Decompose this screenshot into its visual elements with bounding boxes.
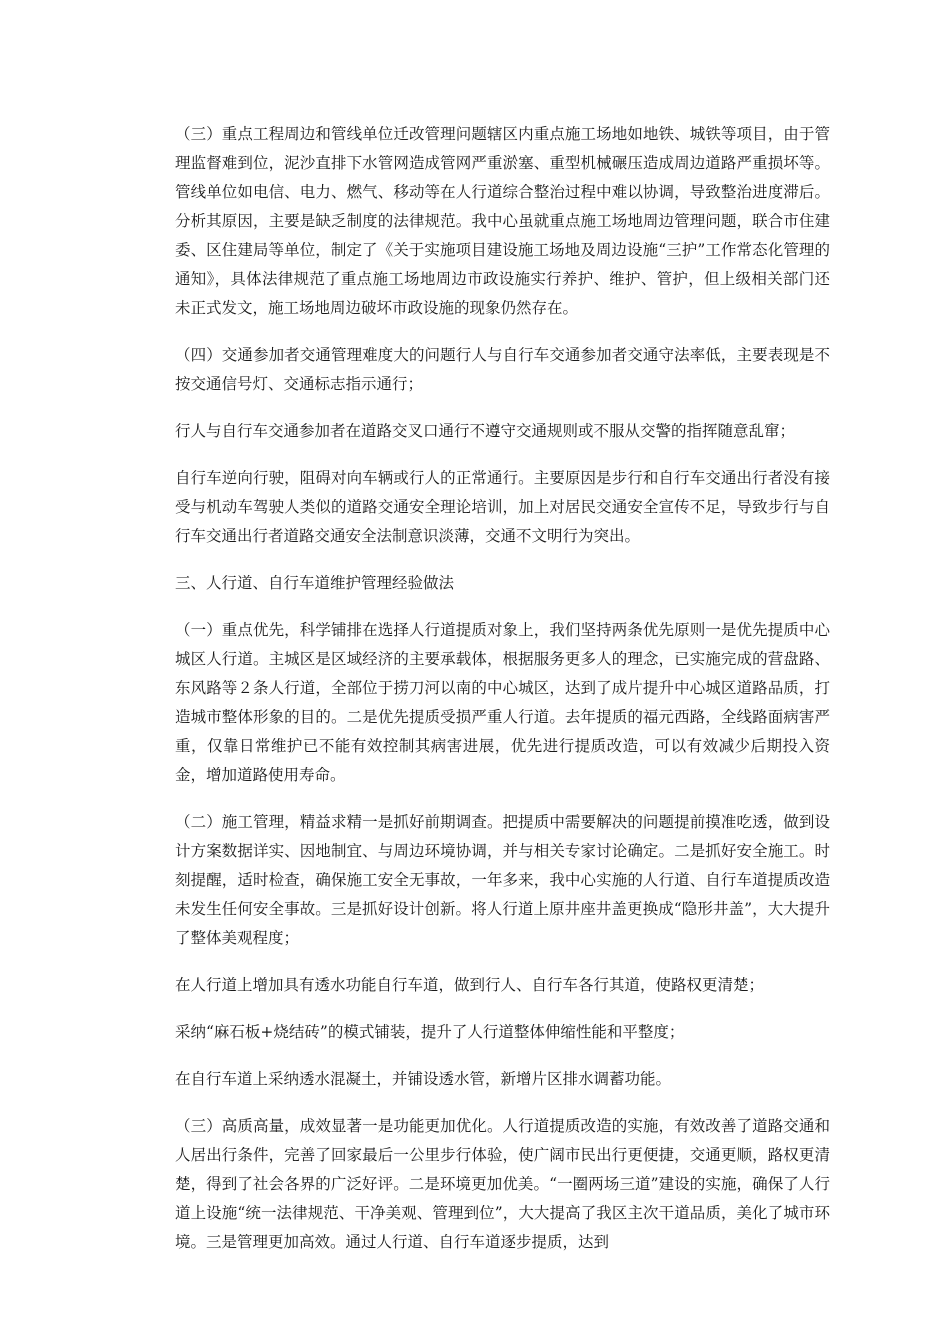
paragraph-results: （三）高质高量，成效显著一是功能更加优化。人行道提质改造的实施，有效改善了道路交通和人居出行条件，完善了回家最后一公里步行体验，使广阔市民出行更便捷，交通更顺，路权更清楚，得到了社会各界的广泛好评。二是环境更加优美。“一圈两场三道”建设的实施，确保了人行道上设施“统一法律规范、干净美观、管理到位”，大大提高了我区主次干道品质，美化了城市环境。三是管理更加高效。通过人行道、自行车道逐步提质，达到: [175, 1117, 830, 1251]
paragraph-paving: 采纳“麻石板+烧结砖”的模式铺装，提升了人行道整体伸缩性能和平整度；: [175, 1023, 685, 1041]
paragraph-bike-lane: 在人行道上增加具有透水功能自行车道，做到行人、自行车各行其道，使路权更清楚；: [175, 976, 765, 994]
paragraph-wrong-way-cycling: 自行车逆向行驶，阻碍对向车辆或行人的正常通行。主要原因是步行和自行车交通出行者没有接受与机动车驾驶人类似的道路交通安全理论培训，加上对居民交通安全宣传不足，导致步行与自行车交通出行者道路交通安全法制意识淡薄，交通不文明行为突出。: [175, 469, 830, 545]
section-heading-experience: 三、人行道、自行车道维护管理经验做法: [175, 574, 455, 592]
paragraph-intersection-behavior: 行人与自行车交通参加者在道路交叉口通行不遵守交通规则或不服从交警的指挥随意乱窜；: [175, 422, 796, 440]
paragraph-pipeline-issue: （三）重点工程周边和管线单位迁改管理问题辖区内重点施工场地如地铁、城铁等项目，由于管理监督难到位，泥沙直排下水管网造成管网严重淤塞、重型机械碾压造成周边道路严重损坏等。管线单位如电信、电力、燃气、移动等在人行道综合整治过程中难以协调，导致整治进度滞后。分析其原因，主要是缺乏制度的法律规范。我中心虽就重点施工场地周边管理问题，联合市住建委、区住建局等单位，制定了《关于实施项目建设施工场地及周边设施“三护”工作常态化管理的通知》，具体法律规范了重点施工场地周边市政设施实行养护、维护、管护，但上级相关部门还未正式发文，施工场地周边破坏市政设施的现象仍然存在。: [175, 125, 830, 317]
paragraph-priority: （一）重点优先，科学铺排在选择人行道提质对象上，我们坚持两条优先原则一是优先提质中心城区人行道。主城区是区域经济的主要承载体，根据服务更多人的理念，已实施完成的营盘路、东风路等２条人行道，全部位于捞刀河以南的中心城区，达到了成片提升中心城区道路品质，打造城市整体形象的目的。二是优先提质受损严重人行道。去年提质的福元西路，全线路面病害严重，仅靠日常维护已不能有效控制其病害进展，优先进行提质改造，可以有效减少后期投入资金，增加道路使用寿命。: [175, 621, 830, 784]
paragraph-construction-management: （二）施工管理，精益求精一是抓好前期调查。把提质中需要解决的问题提前摸准吃透，做到设计方案数据详实、因地制宜、与周边环境协调，并与相关专家讨论确定。二是抓好安全施工。时刻提醒，适时检查，确保施工安全无事故，一年多来，我中心实施的人行道、自行车道提质改造未发生任何安全事故。三是抓好设计创新。将人行道上原井座井盖更换成“隐形井盖”，大大提升了整体美观程度；: [175, 813, 830, 947]
paragraph-traffic-participants: （四）交通参加者交通管理难度大的问题行人与自行车交通参加者交通守法率低，主要表现是不按交通信号灯、交通标志指示通行；: [175, 346, 830, 393]
document-body: [175, 120, 830, 1275]
paragraph-permeable-concrete: 在自行车道上采纳透水混凝土，并铺设透水管，新增片区排水调蓄功能。: [175, 1070, 672, 1088]
